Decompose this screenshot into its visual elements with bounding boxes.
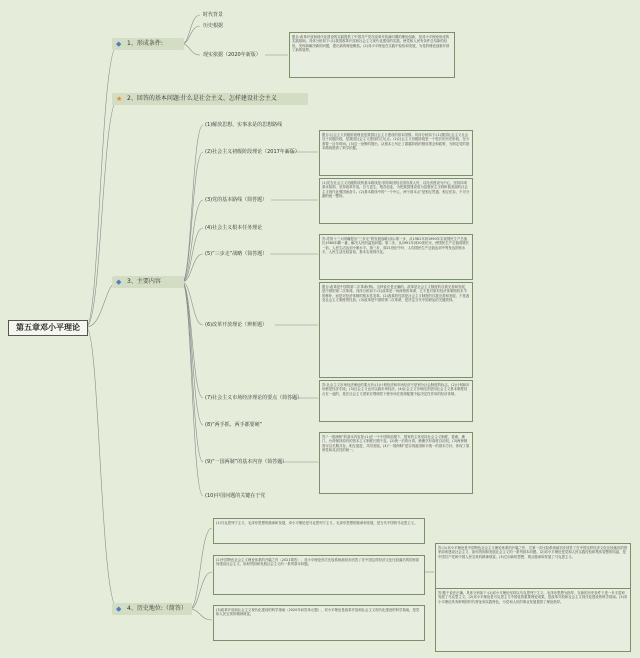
s3-paragraph-4: 题目:改革是中国的第二次革命(辨)。这种说法是正确的。改革是社会主义制度的自我完善和发展，是中国的第二次革命。具体分析如下:(1)改革是一场深刻的革命，它不是对原有经济体制细枝末节的修补，而是对经济体制的根本性变革。(2)改革的性质是社会主义制度的自我完善和发展，不是改变社会主义制度的性质。(3)改革是中国的第二次革命，是决定当代中国命运的关键抉择。 <box>319 282 473 378</box>
s3-item-2[interactable]: (2)社会主义初级阶段理论（2017年新版） <box>205 149 300 155</box>
section-4-label: 4、历史地位:（简答） <box>127 605 187 612</box>
s4-item-1[interactable]: (1)马克思列宁主义、毛泽东思想的继承和发展，邓小平理论是马克思列宁主义、毛泽东思想的继承和发展，是当代中国的马克思主义。 <box>213 518 425 544</box>
s3-item-9[interactable]: (9)“一国两制”的基本内容（简答题） <box>205 459 288 465</box>
orange-star-icon: ★ <box>116 95 123 103</box>
section-1-node[interactable] <box>116 39 163 49</box>
s3-paragraph-2: (1)党在社会主义初级阶段的基本路线是:领导和团结全国各族人民，以经济建设为中心，坚持四项基本原则，坚持改革开放，自力更生，艰苦创业，为把我国建设成为富强民主文明和谐美丽的社会主义现代化强国而奋斗。(2)基本路线中的“一个中心、两个基本点”是相互贯通、相互依存、不可分割的统一整体。 <box>319 178 473 224</box>
s1-item-3[interactable]: 现实依据（2020年新版） <box>203 52 261 58</box>
root-node[interactable]: 第五章邓小平理论 <box>8 320 88 336</box>
section-3-label: 3、主要内容 <box>127 278 161 285</box>
s3-item-1[interactable]: (1)解放思想、实事求是的思想路线 <box>205 122 283 128</box>
s1-paragraph: 题目:改革开放和现代化建设的实践提供了中国共产党在改革开放新时期的理论创新，是邓小平理论形成的实践基础。具体分析如下:(1)我国改革开放和社会主义现代化建设的实践，使党和人民有条件总结新的经验，发现和解决新的问题，提出新的理论概括。(2)邓小平理论在实践中检验和发展，为党的理论创新开辟了新的境界。 <box>289 32 455 78</box>
s3-item-10[interactable]: (10)中国问题的关键在于党 <box>205 493 266 499</box>
s3-paragraph-6: 答:“一国两制”的基本内容是:(1)在一个中国的前提下，国家的主体坚持社会主义制度，香港、澳门、台湾保持原有的资本主义制度长期不变。(2)统一后的台湾、港澳享有高度自治权。(3)两种制度可以长期共存，相互促进，共同发展。(4)“一国两制”是实现祖国和平统一的基本方针，体现了原则性和灵活性的统一。 <box>319 432 473 494</box>
s1-item-1[interactable]: 时代背景 <box>203 12 224 18</box>
s3-paragraph-5: 答:社会主义市场经济理论的要点有:(1)计划经济和市场经济不是划分社会制度的标志。(2)计划和市场都是经济手段。(3)社会主义也可以搞市场经济。(4)社会主义市场经济是同社会主义基本制度结合在一起的，是在社会主义国家宏观调控下使市场在资源配置中起决定性作用的经济体制。 <box>319 380 473 422</box>
s3-item-3[interactable]: (3)党的基本路线（简答题） <box>205 197 268 203</box>
section-3-node[interactable] <box>116 277 161 287</box>
s3-item-4[interactable]: (4)社会主义根本任务理论 <box>205 225 263 231</box>
section-2-label: 2、回答的基本问题:什么是社会主义、怎样建设社会主义 <box>127 95 277 102</box>
s4-item-3[interactable]: (3)改革开放和社会主义现代化建设的科学指南（2020年问答单元题），邓小平理论是改革开放和社会主义现代化建设的科学指南，是党和人民宝贵的精神财富。 <box>213 605 425 641</box>
s1-item-2[interactable]: 历史根据 <box>203 23 224 29</box>
blue-diamond-icon: ◆ <box>116 278 122 286</box>
s4-paragraph-2: 答:题干说法正确。具体分析如下:(1)邓小平理论坚持以马克思列宁主义、毛泽东思想为指导，在新的历史条件下进一步丰富和发展了马克思主义。(2)邓小平理论是马克思主义中国化的重要理论成果，是改革开放和社会主义现代化建设的科学指南。(3)邓小平理论具有鲜明的时代特征和实践特色，为党和人民的事业发展提供了理论指导。 <box>435 588 631 652</box>
s3-item-5[interactable]: (5)“三步走”战略（简答题） <box>205 251 268 257</box>
s3-item-7[interactable]: (7)社会主义市场经济理论的要点（简答题） <box>205 395 303 401</box>
section-4-node[interactable] <box>116 604 187 614</box>
s3-paragraph-1: 题目:社会主义初级阶段理论是我国社会主义建设的基本国情。具体分析如下:(1)我国社会主义社会处于初级阶段，是我国社会主义建设的立足点。(2)社会主义初级阶段是一个很长的历史阶段，至少需要一百年时间。(3)这一论断的提出，从根本上纠正了超越阶段的错误观念和政策，为制定党的基本路线提供了科学依据。 <box>319 130 473 176</box>
s3-paragraph-3: 答:党的十三大明确提出“三步走”的发展战略目标:第一步，从1981年到1990年实现国民生产总值比1980年翻一番，解决人民的温饱问题。第二步，从1991年到20世纪末，使国民生产总值再增长一倍，人民生活达到小康水平。第三步，到21世纪中叶，人均国民生产总值达到中等发达国家水平，人民生活比较富裕，基本实现现代化。 <box>319 234 473 280</box>
s4-item-2[interactable]: (2)中国特色社会主义理论体系的开篇之作（2021简答），邓小平理论首次比较系统地初步回答了在中国这样经济文化比较落后的国家如何建设社会主义、如何巩固和发展社会主义的一系列基本问题。 <box>213 555 425 595</box>
section-2-node[interactable] <box>116 94 277 104</box>
blue-diamond-icon: ◆ <box>116 605 122 613</box>
s3-item-6[interactable]: (6)改革开放理论（辨析题） <box>205 322 268 328</box>
section-1-label: 1、形成条件: <box>127 40 163 47</box>
s3-item-8[interactable]: (8)“两手抓、两手都要硬” <box>205 422 263 428</box>
s4-paragraph-1: 答:(1)邓小平理论是中国特色社会主义理论体系的开篇之作，它第一次比较系统地初步回答了在中国这样经济文化比较落后的国家如何建设社会主义、如何巩固和发展社会主义的一系列基本问题。(2)邓小平理论是党和人民实践经验和集体智慧的结晶，是中国共产党和中国人民宝贵的精神财富。(3)它用新的思想、观点继承和发展了马克思主义。 <box>435 543 631 589</box>
blue-diamond-icon: ◆ <box>116 40 122 48</box>
